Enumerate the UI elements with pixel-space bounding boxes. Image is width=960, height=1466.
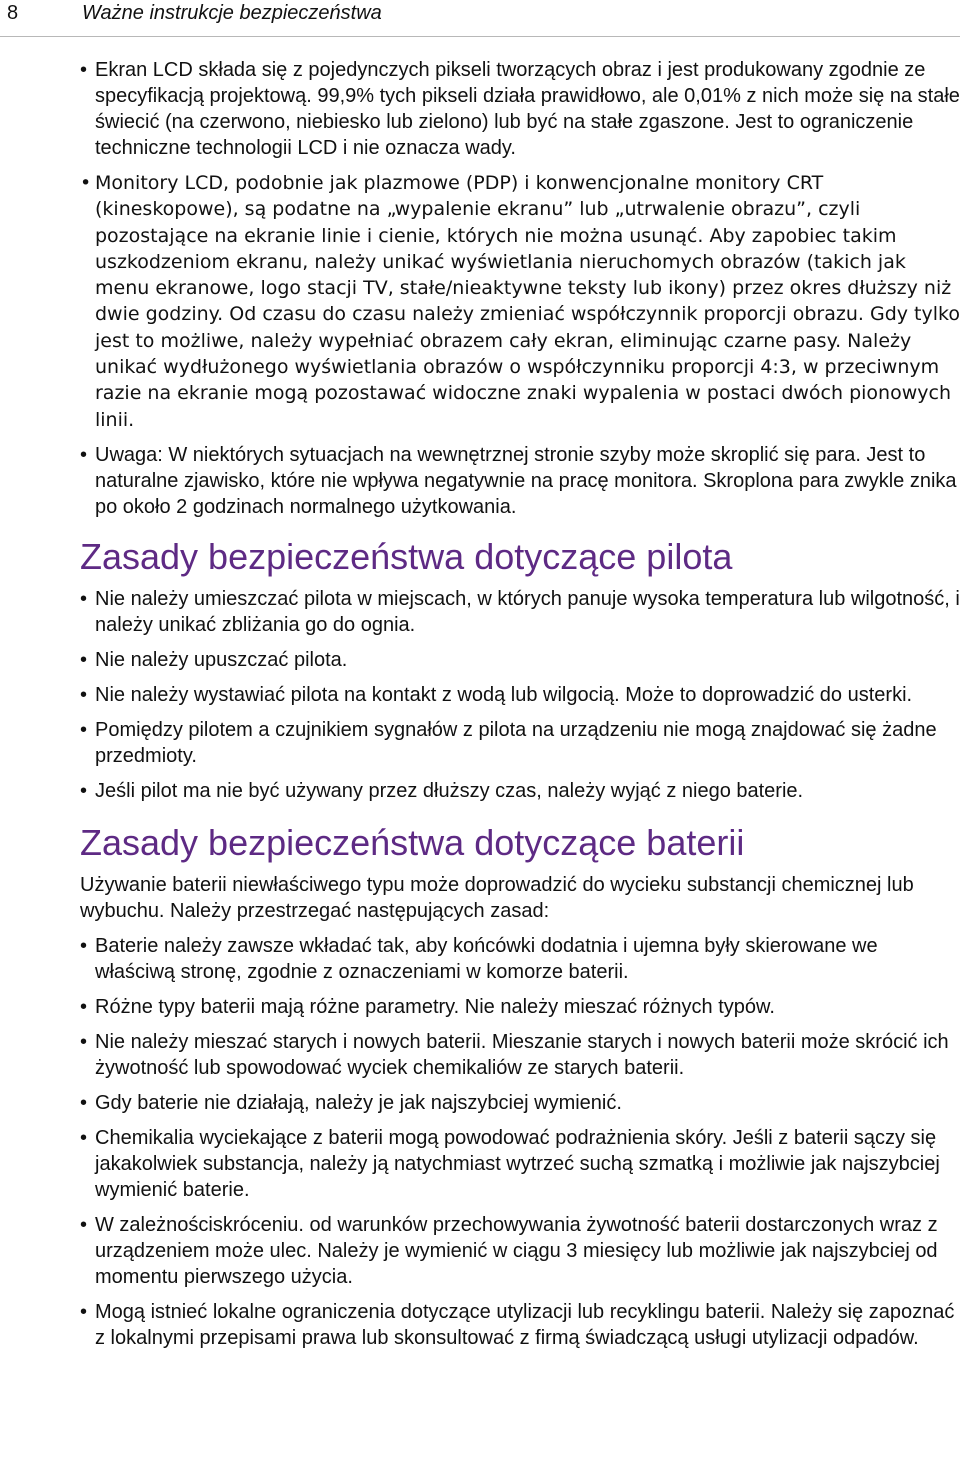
remote-bullet-list xyxy=(80,586,960,804)
list-item: • Chemikalia wyciekające z baterii mogą powodować podrażnienia skóry. Jeśli z baterii sączy się jakakolwiek substancja, należy ją natychmiast wytrzeć suchą szmatką i możliwie jak najszybciej wymienić baterie. xyxy=(80,1125,960,1203)
remote-safety-heading: Zasady bezpieczeństwa dotyczące pilota xyxy=(80,535,733,577)
list-item: • Różne typy baterii mają różne parametry. Nie należy mieszać różnych typów. xyxy=(80,994,960,1020)
list-item: • Ekran LCD składa się z pojedynczych pikseli tworzących obraz i jest produkowany zgodnie ze specyfikacją projektową. 99,9% tych pikseli działa prawidłowo, ale 0,01% z nich może się na stałe świecić (na czerwono, niebiesko lub zielono) lub być na stałe zgaszone. Jest to ograniczenie techniczne technologii LCD i nie oznacza wady. xyxy=(80,57,960,161)
battery-bullet-list xyxy=(80,933,960,1351)
lcd-bullet-list xyxy=(80,57,960,520)
battery-safety-heading: Zasady bezpieczeństwa dotyczące baterii xyxy=(80,821,745,863)
list-item: • Nie należy upuszczać pilota. xyxy=(80,647,960,673)
battery-intro-paragraph: Używanie baterii niewłaściwego typu może doprowadzić do wycieku substancji chemicznej lub wybuchu. Należy przestrzegać następujących zasad: xyxy=(80,873,914,922)
list-item: • Uwaga: W niektórych sytuacjach na wewnętrznej stronie szyby może skroplić się para. Jest to naturalne zjawisko, które nie wpływa negatywnie na pracę monitora. Skroplona para zwykle znika po około 2 godzinach normalnego użytkowania. xyxy=(80,442,960,520)
list-item: • W zależnościskróceniu. od warunków przechowywania żywotność baterii dostarczonych wraz z urządzeniem może ulec. Należy je wymienić w ciągu 3 miesięcy lub możliwie jak najszybciej od momentu pierwszego użycia. xyxy=(80,1212,960,1290)
list-item: • Nie należy mieszać starych i nowych baterii. Mieszanie starych i nowych baterii może skrócić ich żywotność lub spowodować wyciek chemikaliów ze starych baterii. xyxy=(80,1029,960,1081)
page-header xyxy=(0,0,960,37)
list-item: • Pomiędzy pilotem a czujnikiem sygnałów z pilota na urządzeniu nie mogą znajdować się żadne przedmioty. xyxy=(80,717,960,769)
running-title: Ważne instrukcje bezpieczeństwa xyxy=(82,2,382,24)
list-item: • Jeśli pilot ma nie być używany przez dłuższy czas, należy wyjąć z niego baterie. xyxy=(80,778,960,804)
list-item: • Monitory LCD, podobnie jak plazmowe (PDP) i konwencjonalne monitory CRT (kineskopowe), są podatne na „wypalenie ekranu” lub „utrwalenie obrazu”, czyli pozostające na ekranie linie i cienie, których nie można usunąć. Aby zapobiec takim uszkodzeniom ekranu, należy unikać wyświetlania nieruchomych obrazów (takich jak menu ekranowe, logo stacji TV, stałe/nieaktywne teksty lub ikony) przez okres dłuższy niż dwie godziny. Od czasu do czasu należy zmieniać współczynnik proporcji obrazu. Gdy tylko jest to możliwe, należy wypełniać obrazem cały ekran, eliminując czarne pasy. Należy unikać wydłużonego wyświetlania obrazów o współczynniku proporcji 4:3, w przeciwnym razie na ekranie mogą pozostawać widoczne znaki wypalenia w postaci dwóch pionowych linii. xyxy=(80,170,960,433)
list-item: • Baterie należy zawsze wkładać tak, aby końcówki dodatnia i ujemna były skierowane we właściwą stronę, zgodnie z oznaczeniami w komorze baterii. xyxy=(80,933,960,985)
page-number: 8 xyxy=(7,2,19,24)
list-item: • Gdy baterie nie działają, należy je jak najszybciej wymienić. xyxy=(80,1090,960,1116)
list-item: • Nie należy umieszczać pilota w miejscach, w których panuje wysoka temperatura lub wilgotność, i należy unikać zbliżania go do ognia. xyxy=(80,586,960,638)
list-item: • Mogą istnieć lokalne ograniczenia dotyczące utylizacji lub recyklingu baterii. Należy się zapoznać z lokalnymi przepisami prawa lub skonsultować z firmą świadczącą usługi utylizacji odpadów. xyxy=(80,1299,960,1351)
page-content xyxy=(80,57,960,1351)
list-item: • Nie należy wystawiać pilota na kontakt z wodą lub wilgocią. Może to doprowadzić do usterki. xyxy=(80,682,960,708)
